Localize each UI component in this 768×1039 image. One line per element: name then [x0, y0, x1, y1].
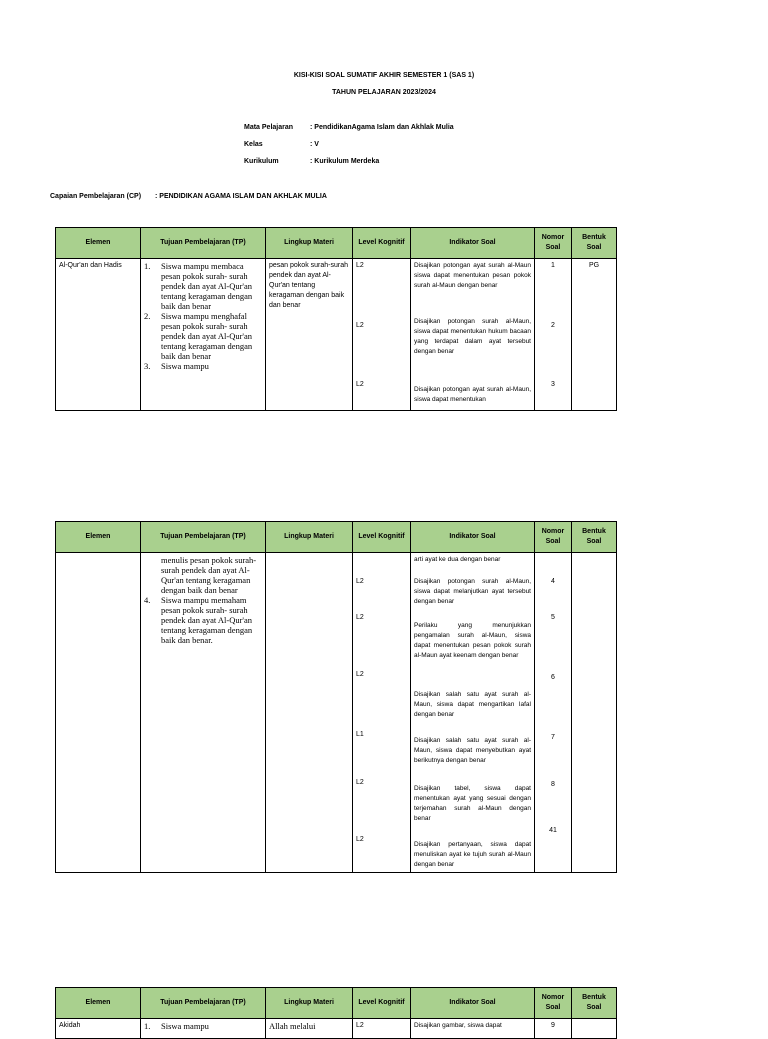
tp-continued: menulis pesan pokok surah- surah pendek dan ayat Al-Qur'an tentang keragaman dengan baik dan benar: [161, 555, 257, 595]
kisi-table-2: [55, 521, 617, 873]
meta-class-label: Kelas: [244, 141, 263, 148]
table-header-row: [56, 228, 617, 259]
level-value: L2: [356, 836, 364, 843]
tp-item: 1. Siswa mampu: [144, 1021, 209, 1031]
tp-cell: [141, 553, 266, 873]
col-elemen: Elemen: [56, 988, 141, 1019]
tp-item: 2. Siswa mampu menghafal pesan pokok surah- surah pendek dan ayat Al-Qur'an tentang keragaman dengan baik dan benar: [144, 311, 253, 361]
lingkup-cell: Allah melalui: [266, 1019, 353, 1039]
col-elemen: Elemen: [56, 228, 141, 259]
nomor-value: 5: [551, 614, 555, 621]
cp-value: : PENDIDIKAN AGAMA ISLAM DAN AKHLAK MULIA: [155, 193, 327, 200]
elemen-cell: Al-Qur'an dan Hadis: [56, 259, 141, 411]
level-cell: [353, 259, 411, 411]
tp-cell: [141, 1019, 266, 1039]
col-lingkup: Lingkup Materi: [266, 228, 353, 259]
level-value: L2: [356, 671, 364, 678]
bentuk-cell: [572, 1019, 617, 1039]
col-lingkup: Lingkup Materi: [266, 522, 353, 553]
table-row: [56, 553, 617, 873]
indikator-cell: [411, 259, 535, 411]
nomor-value: 4: [551, 578, 555, 585]
col-tujuan: Tujuan Pembelajaran (TP): [141, 228, 266, 259]
tp-item: 1. Siswa mampu membaca pesan pokok surah- surah pendek dan ayat Al-Qur'an tentang keragaman dengan baik dan benar: [144, 261, 253, 311]
level-cell: L2: [353, 1019, 411, 1039]
meta-subject-value: : PendidikanAgama Islam dan Akhlak Mulia: [310, 124, 454, 131]
indikator-text: Disajikan potongan surah al-Maun, siswa dapat melanjutkan ayat tersebut dengan benar: [414, 578, 531, 605]
kisi-table-3: [55, 987, 617, 1039]
col-indikator: Indikator Soal: [411, 522, 535, 553]
col-elemen: Elemen: [56, 522, 141, 553]
level-value: L2: [356, 614, 364, 621]
cp-label: Capaian Pembelajaran (CP): [50, 193, 142, 200]
table-row: [56, 1019, 617, 1039]
bentuk-cell: [572, 553, 617, 873]
tp-cell: [141, 259, 266, 411]
col-level: Level Kognitif: [353, 988, 411, 1019]
col-indikator: Indikator Soal: [411, 228, 535, 259]
nomor-cell: [535, 553, 572, 873]
col-lingkup: Lingkup Materi: [266, 988, 353, 1019]
table-header-row: [56, 522, 617, 553]
meta-curriculum-value: : Kurikulum Merdeka: [310, 158, 380, 165]
nomor-value: 41: [549, 827, 557, 834]
level-cell: [353, 553, 411, 873]
kisi-table-1: [55, 227, 617, 411]
cp-line: [50, 193, 450, 203]
nomor-cell: [535, 259, 572, 411]
col-bentuk: Bentuk Soal: [572, 988, 617, 1019]
table-header-row: [56, 988, 617, 1019]
indikator-continued: arti ayat ke dua dengan benar: [414, 556, 501, 563]
nomor-value: 7: [551, 734, 555, 741]
nomor-value: 6: [551, 674, 555, 681]
indikator-text: Disajikan tabel, siswa dapat menentukan ayat yang sesuai dengan terjemahan surah al-Maun dengan benar: [414, 785, 531, 822]
tp-item: 4. Siswa mampu memaham pesan pokok surah- surah pendek dan ayat Al-Qur'an tentang keragaman dengan baik dan benar.: [144, 595, 253, 645]
level-value: L2: [356, 779, 364, 786]
document-year: TAHUN PELAJARAN 2023/2024: [332, 89, 436, 96]
meta-curriculum: [244, 158, 544, 168]
col-nomor: Nomor Soal: [535, 522, 572, 553]
indikator-text: Disajikan pertanyaan, siswa dapat menuliskan ayat ke tujuh surah al-Maun dengan benar: [414, 841, 531, 868]
indikator-cell: [411, 553, 535, 873]
nomor-value: 1: [551, 262, 555, 269]
indikator-text: Disajikan salah satu ayat surah al-Maun, siswa dapat mengartikan lafal dengan benar: [414, 691, 531, 718]
meta-class-value: : V: [310, 141, 319, 148]
nomor-value: 3: [551, 381, 555, 388]
level-value: L2: [356, 262, 364, 269]
col-nomor: Nomor Soal: [535, 228, 572, 259]
level-value: L2: [356, 381, 364, 388]
lingkup-cell: [266, 553, 353, 873]
level-value: L1: [356, 731, 364, 738]
indikator-text: Disajikan potongan ayat surah al-Maun, siswa dapat menentukan: [414, 386, 531, 403]
lingkup-cell: pesan pokok surah-surah pendek dan ayat Al-Qur'an tentang keragaman dengan baik dan benar: [266, 259, 353, 411]
nomor-cell: 9: [535, 1019, 572, 1039]
bentuk-cell: PG: [572, 259, 617, 411]
indikator-text: Disajikan potongan ayat surah al-Maun siswa dapat menentukan pesan pokok surah al-Maun dengan benar: [414, 262, 531, 289]
col-bentuk: Bentuk Soal: [572, 228, 617, 259]
meta-class: [244, 141, 544, 151]
col-nomor: Nomor Soal: [535, 988, 572, 1019]
level-value: L2: [356, 322, 364, 329]
table-row: [56, 259, 617, 411]
indikator-text: Disajikan potongan surah al-Maun, siswa dapat menentukan hukum bacaan yang terdapat dalam ayat tersebut dengan benar: [414, 318, 531, 355]
indikator-text: Perilaku yang menunjukkan pengamalan surah al-Maun, siswa dapat menentukan pesan pokok surah al-Maun ayat keenam dengan benar: [414, 622, 531, 659]
col-indikator: Indikator Soal: [411, 988, 535, 1019]
col-tujuan: Tujuan Pembelajaran (TP): [141, 522, 266, 553]
col-level: Level Kognitif: [353, 522, 411, 553]
col-level: Level Kognitif: [353, 228, 411, 259]
level-value: L2: [356, 578, 364, 585]
document-title: KISI-KISI SOAL SUMATIF AKHIR SEMESTER 1 (SAS 1): [293, 72, 475, 79]
elemen-cell: Akidah: [56, 1019, 141, 1039]
col-bentuk: Bentuk Soal: [572, 522, 617, 553]
meta-subject: [244, 124, 544, 134]
meta-curriculum-label: Kurikulum: [244, 158, 279, 165]
indikator-text: Disajikan salah satu ayat surah al-Maun, siswa dapat menyebutkan ayat berikutnya dengan benar: [414, 737, 531, 764]
tp-item: 3. Siswa mampu: [144, 361, 209, 371]
indikator-cell: Disajikan gambar, siswa dapat: [411, 1019, 535, 1039]
elemen-cell: [56, 553, 141, 873]
nomor-value: 2: [551, 322, 555, 329]
meta-subject-label: Mata Pelajaran: [244, 124, 294, 131]
col-tujuan: Tujuan Pembelajaran (TP): [141, 988, 266, 1019]
nomor-value: 8: [551, 781, 555, 788]
